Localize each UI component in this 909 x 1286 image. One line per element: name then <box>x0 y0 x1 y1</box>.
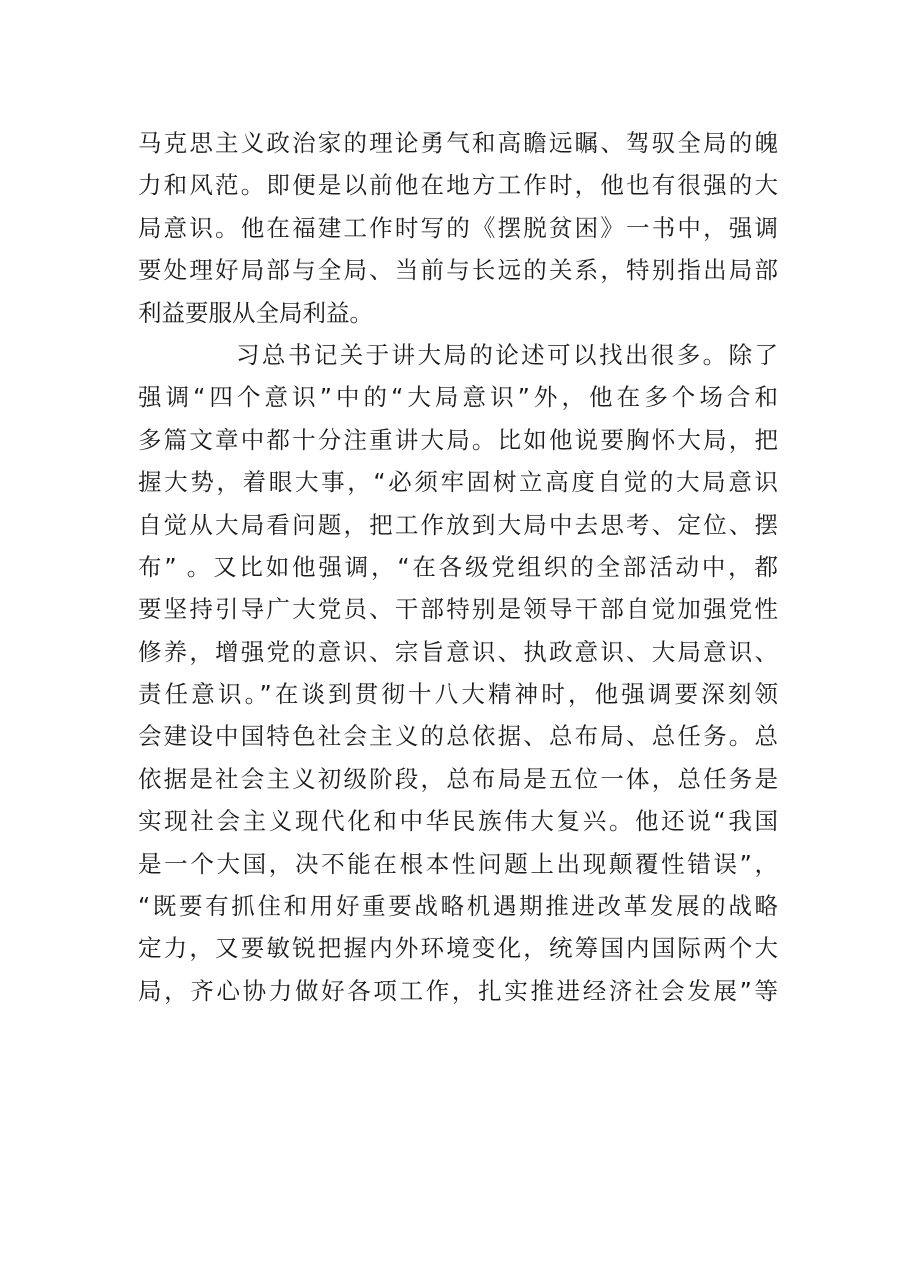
text-line: 责任意识。”在谈到贯彻十八大精神时，他强调要深刻领 <box>138 680 778 709</box>
paragraph-2 <box>138 334 778 1012</box>
text-line: 多篇文章中都十分注重讲大局。比如他说要胸怀大局，把 <box>138 425 778 454</box>
text-line: 自觉从大局看问题，把工作放到大局中去思考、定位、摆 <box>138 510 778 539</box>
text-line: 修养，增强党的意识、宗旨意识、执政意识、大局意识、 <box>138 637 778 666</box>
text-line: 会建设中国特色社会主义的总依据、总布局、总任务。总 <box>138 722 778 751</box>
text-line: 实现社会主义现代化和中华民族伟大复兴。他还说“我国 <box>138 807 778 836</box>
text-line: 局意识。他在福建工作时写的《摆脱贫困》一书中，强调 <box>138 213 778 242</box>
text-line: 定力，又要敏锐把握内外环境变化，统筹国内国际两个大 <box>138 934 778 963</box>
text-line: 局，齐心协力做好各项工作，扎实推进经济社会发展”等 <box>138 976 778 1005</box>
paragraph-1 <box>138 122 778 334</box>
text-line: 要坚持引导广大党员、干部特别是领导干部自觉加强党性 <box>138 595 778 624</box>
text-line: 依据是社会主义初级阶段，总布局是五位一体，总任务是 <box>138 764 778 793</box>
text-line: 握大势，着眼大事，“必须牢固树立高度自觉的大局意识 <box>138 468 778 497</box>
text-line: 马克思主义政治家的理论勇气和高瞻远瞩、驾驭全局的魄 <box>138 129 778 157</box>
text-line: 要处理好局部与全局、当前与长远的关系，特别指出局部 <box>138 256 778 285</box>
text-line: 力和风范。即便是以前他在地方工作时，他也有很强的大 <box>138 171 778 200</box>
text-line: 利益要服从全局利益。 <box>138 298 373 327</box>
text-line: 布” 。又比如他强调，“在各级党组织的全部活动中，都 <box>138 552 778 581</box>
body-text <box>138 122 778 1012</box>
text-line: 是一个大国，决不能在根本性问题上出现颠覆性错误”， <box>138 849 778 878</box>
text-line: “既要有抓住和用好重要战略机遇期推进改革发展的战略 <box>138 892 778 921</box>
text-line: 强调“四个意识”中的“大局意识”外，他在多个场合和 <box>138 383 778 412</box>
text-line: 习总书记关于讲大局的论述可以找出很多。除了 <box>236 340 778 369</box>
